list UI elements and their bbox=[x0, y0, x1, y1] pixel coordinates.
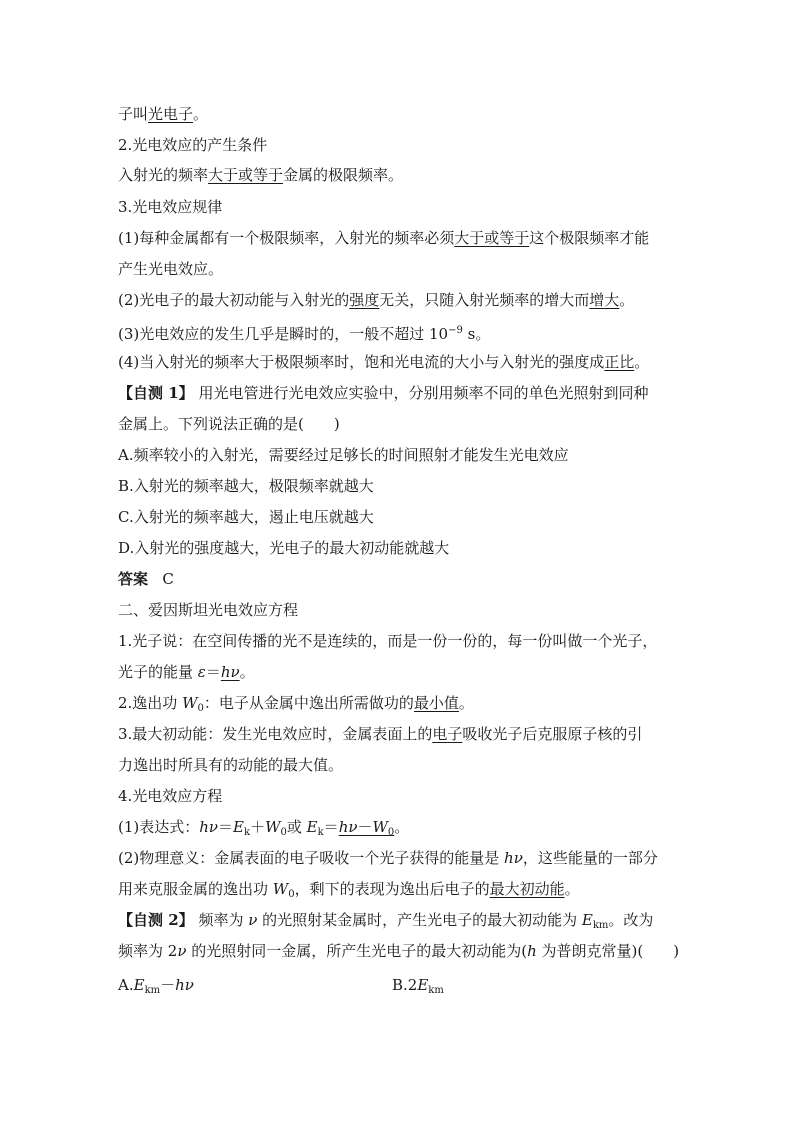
answer-value: C bbox=[162, 570, 174, 588]
rule-4: (4)当入射光的频率大于极限频率时，饱和光电流的大小与入射光的强度成正比。 bbox=[118, 353, 650, 371]
underlined-answer: 光电子 bbox=[148, 105, 194, 123]
underlined-answer: 最小值 bbox=[413, 694, 459, 712]
quiz-1-option-d: D.入射光的强度越大，光电子的最大初动能就越大 bbox=[118, 539, 450, 557]
rule-1: (1)每种金属都有一个极限频率，入射光的频率必须大于或等于这个极限频率才能 bbox=[118, 229, 650, 247]
equation-line: (1)表达式：$h\nu=E_k+W_0$或 $E_k=h\nu-W_0$。 bbox=[118, 818, 410, 838]
intro-line: 子叫光电子。 bbox=[118, 105, 209, 123]
quiz-1-option-b: B.入射光的频率越大，极限频率就越大 bbox=[118, 477, 374, 495]
max-kinetic-energy-line: 3.最大初动能：发生光电效应时，金属表面上的电子吸收光子后克服原子核的引 bbox=[118, 725, 643, 743]
photon-energy-line: 光子的能量 ε＝hν。 bbox=[118, 663, 255, 681]
underlined-answer: 正比 bbox=[604, 353, 635, 371]
quiz-1-answer bbox=[118, 569, 174, 589]
quiz-2-stem-continued: 频率为 2ν 的光照射同一金属，所产生光电子的最大初动能为(h 为普朗克常量)( ) bbox=[118, 942, 680, 960]
part-heading: 二、爱因斯坦光电效应方程 bbox=[118, 601, 299, 619]
physical-meaning-continued: 用来克服金属的逸出功 $W_0$，剩下的表现为逸出后电子的最大初动能。 bbox=[118, 880, 580, 900]
rule-2: (2)光电子的最大初动能与入射光的强度无关，只随入射光频率的增大而增大。 bbox=[118, 291, 635, 309]
answer-label: 答案 bbox=[118, 570, 149, 588]
quiz-1-option-c: C.入射光的频率越大，遏止电压就越大 bbox=[118, 508, 374, 526]
photon-theory-line: 1.光子说：在空间传播的光不是连续的，而是一份一份的，每一份叫做一个光子， bbox=[118, 632, 658, 650]
work-function-line: 2.逸出功 $W_0$：电子从金属中逸出所需做功的最小值。 bbox=[118, 694, 474, 714]
underlined-answer: 大于或等于 bbox=[208, 166, 284, 184]
rule-1-continued: 产生光电效应。 bbox=[118, 260, 224, 278]
section-heading: 2.光电效应的产生条件 bbox=[118, 136, 268, 154]
underlined-answer: 大于或等于 bbox=[454, 229, 530, 247]
quiz-tag: 【自测 2】 bbox=[118, 911, 194, 929]
section-heading: 3.光电效应规律 bbox=[118, 198, 223, 216]
rule-3: (3)光电效应的发生几乎是瞬时的，一般不超过 $10^{-9}$ s。 bbox=[118, 325, 491, 343]
physical-meaning-line: (2)物理意义：金属表面的电子吸收一个光子获得的能量是 hν，这些能量的一部分 bbox=[118, 849, 658, 867]
underlined-answer: 强度 bbox=[349, 291, 380, 309]
underlined-answer: $h\nu-W_0$ bbox=[338, 818, 395, 838]
underlined-answer: 增大 bbox=[589, 291, 620, 309]
underlined-answer: 最大初动能 bbox=[489, 880, 565, 898]
quiz-2-stem: 【自测 2】 频率为 ν 的光照射某金属时，产生光电子的最大初动能为 $E_{km}$。改为 bbox=[118, 911, 654, 931]
underlined-answer: hν bbox=[220, 663, 240, 681]
paragraph-line: 入射光的频率大于或等于金属的极限频率。 bbox=[118, 166, 404, 184]
underlined-answer: 电子 bbox=[432, 725, 463, 743]
max-kinetic-energy-continued: 力逸出时所具有的动能的最大值。 bbox=[118, 756, 344, 774]
quiz-1-stem-continued: 金属上。下列说法正确的是( ) bbox=[118, 415, 340, 433]
quiz-tag: 【自测 1】 bbox=[118, 384, 194, 402]
quiz-2-option-b: $B.2E_{km}$ bbox=[392, 976, 444, 996]
quiz-1-stem: 【自测 1】 用光电管进行光电效应实验中，分别用频率不同的单色光照射到同种 bbox=[118, 384, 649, 402]
section-heading: 4.光电效应方程 bbox=[118, 787, 223, 805]
quiz-1-option-a: A.频率较小的入射光，需要经过足够长的时间照射才能发生光电效应 bbox=[118, 446, 569, 464]
quiz-2-option-a: $A.E_{km}-h\nu$ bbox=[118, 976, 194, 996]
